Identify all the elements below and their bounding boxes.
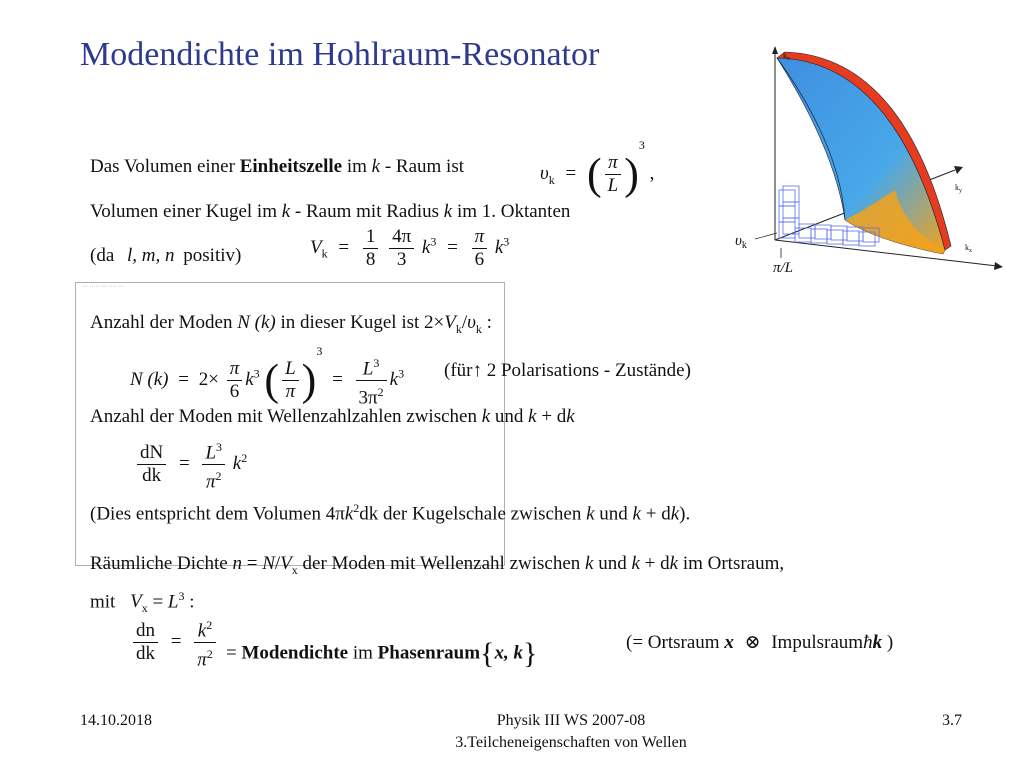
var-N: N: [262, 553, 275, 574]
text: (da: [90, 245, 115, 266]
var-hbar: ħ: [863, 632, 873, 653]
var-k: k: [232, 453, 242, 475]
otimes: ⊗: [744, 632, 761, 653]
modendichte-phasenraum: [226, 632, 537, 676]
text: und: [598, 553, 627, 574]
exponent: 2: [215, 469, 222, 484]
plus-d: + d: [541, 406, 567, 427]
text: (Dies entspricht dem Volumen 4π: [90, 503, 345, 525]
denominator: π: [197, 649, 207, 671]
exponent: 3: [398, 366, 405, 381]
brace-close: }: [522, 637, 538, 670]
slash: /: [274, 553, 281, 574]
var-upsilon: υ: [540, 163, 549, 184]
label-vk: $\upsilon_k$: [735, 233, 747, 251]
text: im 1. Oktanten: [456, 201, 571, 222]
footer-center: [421, 710, 721, 754]
slash: /: [461, 312, 468, 333]
label-kx: $k_x$: [965, 243, 972, 254]
exponent: 2: [377, 385, 384, 400]
colon: :: [486, 312, 492, 333]
formula-dndk: [130, 614, 219, 672]
paren-open: (: [586, 149, 602, 199]
var-k: k: [421, 236, 431, 258]
text: 2 Polarisations - Zustände): [486, 360, 691, 381]
two: 2: [198, 369, 209, 390]
line-da-positiv: [90, 245, 241, 267]
numerator: π: [608, 152, 618, 174]
exponent: 3: [638, 138, 645, 152]
paren-open: (: [264, 355, 280, 405]
sub: k: [321, 246, 328, 261]
numerator: L: [285, 358, 296, 380]
text: - Raum mit Radius: [294, 201, 439, 222]
note-polarisation: [444, 360, 691, 382]
line-volumen-kugel: [90, 201, 570, 223]
var-k: k: [669, 553, 679, 574]
text: (= Ortsraum: [626, 632, 720, 653]
denominator: dk: [136, 643, 155, 665]
ky-arrow-icon: [954, 166, 963, 174]
var-L: L: [167, 591, 179, 613]
fraction: [605, 152, 622, 197]
var-k: k: [371, 156, 381, 177]
equals: =: [338, 236, 350, 258]
slide-title: Modendichte im Hohlraum-Resonator: [80, 36, 600, 73]
text: Anzahl der Moden mit Wellenzahlzahlen zwischen: [90, 406, 477, 427]
kz-arrow-icon: [772, 46, 778, 54]
denominator: 3: [396, 249, 407, 270]
var-k: k: [481, 406, 491, 427]
denominator: dk: [142, 465, 162, 487]
text: - Raum ist: [384, 156, 465, 177]
exponent: 2: [206, 647, 213, 662]
text: in dieser Kugel ist 2: [280, 312, 434, 333]
sub: k: [548, 172, 555, 187]
numerator: L: [362, 358, 374, 380]
text: ).: [679, 503, 691, 525]
var-k: k: [344, 503, 354, 525]
label-piL: π/L: [773, 260, 794, 276]
line-kugelschale: [90, 497, 690, 525]
arrow-up-icon: ↑: [472, 360, 482, 381]
equals: =: [226, 642, 237, 664]
kx-axis: [775, 240, 997, 266]
exponent: 2: [206, 618, 213, 632]
var-k: k: [631, 553, 640, 574]
text: Räumliche Dichte: [90, 553, 228, 574]
line-einheitszelle: [90, 156, 464, 178]
exponent: 2: [241, 450, 248, 465]
label-ky: $k_y$: [955, 183, 962, 194]
exponent: 2: [353, 501, 360, 515]
note-ortsraum-impulsraum: [626, 632, 893, 654]
exponent: 3: [316, 344, 323, 358]
vars: l, m, n: [127, 245, 175, 266]
var-k: k: [281, 201, 291, 222]
times: ×: [433, 312, 445, 333]
numerator: π: [229, 358, 240, 380]
var-k: k: [245, 369, 254, 390]
var-k: k: [494, 236, 504, 258]
bold-term: Modendichte: [241, 642, 349, 664]
numerator: π: [474, 226, 485, 247]
numerator: 4π: [389, 226, 414, 249]
sub: k: [455, 321, 462, 336]
var-k: k: [670, 503, 680, 525]
exponent: 3: [253, 366, 260, 381]
var-k: k: [528, 406, 537, 427]
fraction-dn-dk: [133, 620, 158, 665]
formula-Nk: [130, 340, 404, 409]
text: im: [352, 642, 373, 664]
formula-unit-cell: [540, 134, 654, 197]
colon: :: [189, 591, 195, 613]
fraction-L-pi: [282, 358, 299, 403]
line-anzahl-moden: [90, 312, 492, 340]
exponent: 3: [373, 355, 380, 370]
tiny-note: ··· ····· ··· ···· ···: [82, 284, 124, 290]
var-Nk: N (k): [130, 369, 169, 390]
denominator: 3π: [358, 387, 378, 409]
equals: =: [170, 631, 182, 653]
var-n: n: [232, 553, 242, 574]
equals: =: [246, 553, 258, 574]
fraction-pi-6: [472, 226, 488, 271]
text: im: [346, 156, 367, 177]
footer-date: 14.10.2018: [80, 712, 152, 729]
denominator: π: [285, 381, 296, 403]
text: mit: [90, 591, 116, 613]
line-raeumliche-dichte: [90, 553, 784, 581]
var-V: V: [310, 236, 322, 258]
var-V: V: [130, 591, 142, 613]
exponent: 3: [503, 234, 510, 249]
var-k: k: [566, 406, 575, 427]
k-space-octant-figure: [725, 40, 1015, 280]
numerator: dN: [140, 442, 164, 464]
equals: =: [178, 369, 189, 390]
fraction-pi-6: [227, 358, 243, 403]
denominator: L: [607, 175, 619, 197]
text: ): [886, 632, 894, 653]
text: und: [599, 503, 628, 525]
brace-open: {: [480, 637, 495, 670]
equals: =: [447, 236, 458, 258]
var-k: k: [585, 553, 594, 574]
fraction-1-8: [363, 226, 379, 271]
text: der Kugelschale zwischen: [383, 503, 582, 525]
text: Das Volumen einer: [90, 156, 235, 177]
text: Impulsraum: [771, 632, 864, 653]
denominator: 8: [365, 249, 376, 270]
times: ×: [208, 369, 219, 390]
bold-term: Phasenraum: [377, 642, 481, 664]
numerator: L: [205, 442, 217, 464]
text: positiv): [183, 245, 242, 266]
var-V: V: [280, 553, 292, 574]
fraction-k2-pi2: [194, 614, 216, 672]
fraction-4pi-3: [389, 226, 414, 271]
sub: x: [141, 601, 148, 616]
var-k: k: [389, 369, 399, 390]
exponent: 3: [216, 440, 223, 454]
var-upsilon: υ: [467, 312, 476, 333]
plus-d: + d: [644, 553, 670, 574]
var-V: V: [444, 312, 456, 333]
vk-pointer: [755, 233, 777, 239]
var-Nk: N (k): [237, 312, 276, 333]
numerator: 1: [363, 226, 379, 249]
text: Anzahl der Moden: [90, 312, 233, 333]
numerator: k: [197, 620, 207, 642]
var-k: k: [872, 632, 883, 653]
equals: =: [332, 369, 343, 390]
label-kz: $k_z$: [783, 51, 790, 62]
dk: dk: [359, 503, 379, 525]
sub: k: [475, 321, 482, 336]
text: Volumen einer Kugel im: [90, 201, 277, 222]
bold-term: Einheitszelle: [239, 156, 343, 177]
denominator: π: [205, 471, 216, 493]
paren-close: ): [624, 149, 639, 199]
formula-vk: [310, 226, 509, 271]
exponent: 3: [178, 589, 185, 603]
denominator: 6: [229, 381, 240, 403]
exponent: 3: [430, 234, 437, 249]
sub: x: [291, 562, 298, 577]
fraction-L3-pi2: [202, 436, 225, 494]
fraction-L3-3pi2: [356, 352, 387, 410]
var-x: x: [724, 632, 734, 653]
text: (für: [444, 360, 473, 381]
set-vars: x, k: [494, 642, 523, 664]
footer-chapter: 3.Teilcheneigenschaften von Wellen: [455, 734, 687, 751]
numerator: dn: [136, 620, 155, 642]
comma: ,: [649, 163, 655, 184]
text: im Ortsraum,: [682, 553, 785, 574]
fraction-dN-dk: [137, 442, 166, 487]
footer-page: 3.7: [942, 712, 962, 729]
var-k: k: [632, 503, 641, 525]
var-k: k: [443, 201, 453, 222]
line-wellenzahl: [90, 406, 575, 428]
equals: =: [178, 453, 190, 475]
kx-arrow-icon: [994, 262, 1003, 270]
equals: =: [565, 163, 577, 184]
paren-close: ): [301, 355, 317, 405]
text: der Moden mit Wellenzahl zwischen: [302, 553, 581, 574]
denominator: 6: [474, 249, 485, 270]
plus-d: + d: [645, 503, 671, 525]
text: und: [494, 406, 524, 427]
equals: =: [152, 591, 164, 613]
var-k: k: [586, 503, 595, 525]
formula-dNdk: [134, 436, 247, 494]
footer-course: Physik III WS 2007-08: [496, 712, 646, 729]
